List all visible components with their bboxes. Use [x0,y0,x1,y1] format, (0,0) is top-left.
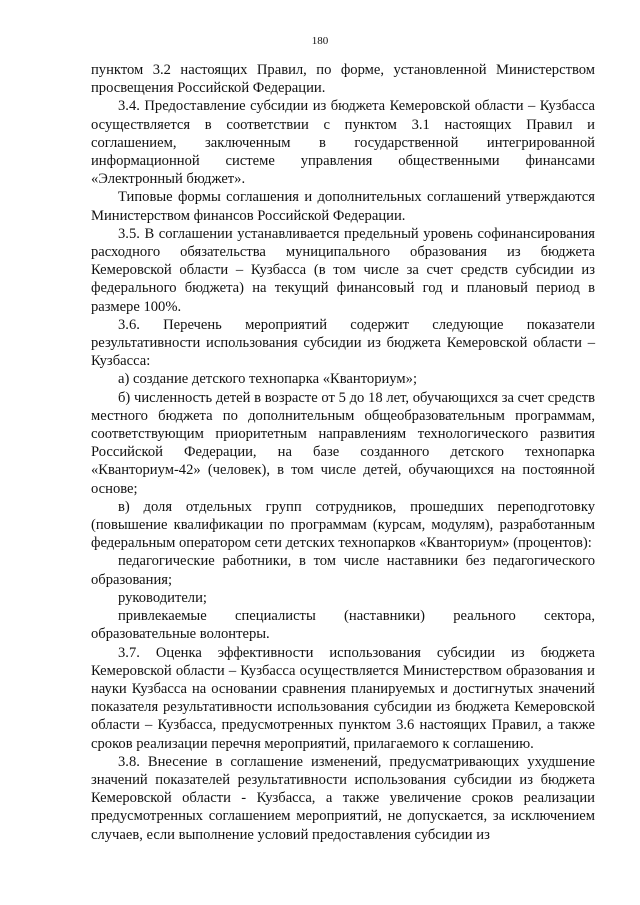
paragraph-3-7: 3.7. Оценка эффективности использования субсидии из бюджета Кемеровской области – Кузбасса осуществляется Министерством образования и науки Кузбасса на основании сравнения планируемых и достигнутых значений показателя результативности использования субсидии из бюджета Кемеровской области – Кузбасса, предусмотренных пунктом 3.6 настоящих Правил, а также сроков реализации перечня мероприятий, прилагаемого к соглашению. [91,644,595,752]
paragraph-3-5: 3.5. В соглашении устанавливается предельный уровень софинансирования расходного обязательства муниципального образования из бюджета Кемеровской области – Кузбасса (в том числе за счет средств субсидии из федерального бюджета) на текущий финансовый год и плановый период в размере 100%. [91,225,595,315]
list-subitem: привлекаемые специалисты (наставники) реального сектора, образовательные волонтеры. [91,608,595,643]
list-item-a: а) создание детского технопарка «Кванториум»; [118,371,417,388]
list-subitem: педагогические работники, в том числе наставники без педагогического образования; [91,553,595,588]
list-item-v: в) доля отдельных групп сотрудников, прошедших переподготовку (повышение квалификации по программам (курсам, модулям), разработанным федеральным оператором сети детских технопарков «Кванториум» (процентов): [91,498,595,552]
paragraph-3-6: 3.6. Перечень мероприятий содержит следующие показатели результативности использования субсидии из бюджета Кемеровской области – Кузбасса: [91,316,595,370]
paragraph: пунктом 3.2 настоящих Правил, по форме, установленной Министерством просвещения Российской Федерации. [91,62,595,97]
paragraph-3-4: 3.4. Предоставление субсидии из бюджета Кемеровской области – Кузбасса осуществляется в соответствии с пунктом 3.1 настоящих Правил и соглашением, заключенным в государственной интегрированной информационной системе управления общественными финансами «Электронный бюджет». [91,98,595,188]
paragraph-3-8: 3.8. Внесение в соглашение изменений, предусматривающих ухудшение значений показателей результативности использования субсидии из бюджета Кемеровской области - Кузбасса, а также увеличение сроков реализации предусмотренных соглашением мероприятий, не допускается, за исключением случаев, если выполнение условий предоставления субсидии из [91,753,595,843]
page-number: 180 [311,35,329,47]
paragraph: Типовые формы соглашения и дополнительных соглашений утверждаются Министерством финансов Российской Федерации. [91,189,595,224]
list-item-b: б) численность детей в возрасте от 5 до 18 лет, обучающихся за счет средств местного бюджета по дополнительным общеобразовательным программам, соответствующим приоритетным направлениям технологического развития Российской Федерации, на базе созданного детского технопарка «Кванториум-42» (человек), в том числе детей, обучающихся на постоянной основе; [91,389,595,497]
document-body [91,61,595,844]
list-subitem: руководители; [118,589,207,606]
